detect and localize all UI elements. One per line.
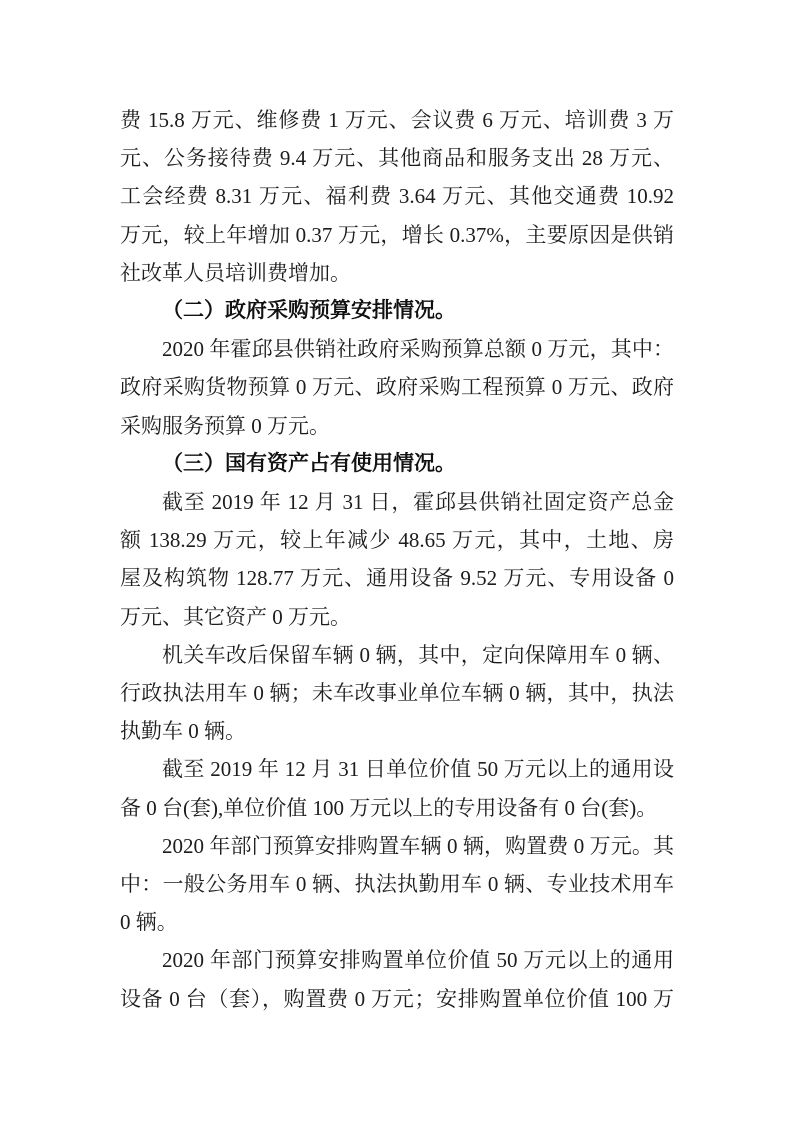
body-line: 行政执法用车 0 辆；未车改事业单位车辆 0 辆，其中，执法: [120, 681, 674, 706]
body-line: 元、公务接待费 9.4 万元、其他商品和服务支出 28 万元、: [120, 146, 674, 171]
section-heading-procurement: （二）政府采购预算安排情况。: [162, 299, 456, 323]
body-line: 屋及构筑物 128.77 万元、通用设备 9.52 万元、专用设备 0: [120, 566, 674, 591]
body-line: 社改革人员培训费增加。: [120, 260, 351, 285]
body-line: 备 0 台(套),单位价值 100 万元以上的专用设备有 0 台(套)。: [120, 795, 658, 820]
body-line: 设备 0 台（套），购置费 0 万元；安排购置单位价值 100 万: [120, 986, 674, 1011]
body-line: 截至 2019 年 12 月 31 日，霍邱县供销社固定资产总金: [162, 490, 674, 515]
body-line: 截至 2019 年 12 月 31 日单位价值 50 万元以上的通用设: [162, 757, 674, 782]
body-line: 机关车改后保留车辆 0 辆，其中，定向保障用车 0 辆、: [162, 642, 674, 667]
body-line: 0 辆。: [120, 910, 178, 935]
section-heading-state-assets: （三）国有资产占有使用情况。: [162, 451, 456, 475]
body-line: 2020 年部门预算安排购置车辆 0 辆，购置费 0 万元。其: [162, 833, 674, 858]
body-line: 工会经费 8.31 万元、福利费 3.64 万元、其他交通费 10.92: [120, 184, 674, 209]
body-line: 执勤车 0 辆。: [120, 719, 246, 744]
body-line: 中：一般公务用车 0 辆、执法执勤用车 0 辆、专业技术用车: [120, 872, 674, 897]
body-line: 政府采购货物预算 0 万元、政府采购工程预算 0 万元、政府: [120, 375, 674, 400]
body-line: 费 15.8 万元、维修费 1 万元、会议费 6 万元、培训费 3 万: [120, 108, 674, 132]
document-body: [120, 101, 674, 1018]
body-line: 采购服务预算 0 万元。: [120, 413, 330, 438]
body-line: 2020 年部门预算安排购置单位价值 50 万元以上的通用: [162, 948, 674, 973]
body-line: 额 138.29 万元，较上年减少 48.65 万元，其中，土地、房: [120, 528, 674, 553]
body-line: 2020 年霍邱县供销社政府采购预算总额 0 万元，其中：: [162, 337, 674, 362]
body-line: 万元，较上年增加 0.37 万元，增长 0.37%，主要原因是供销: [120, 222, 674, 247]
body-line: 万元、其它资产 0 万元。: [120, 604, 351, 629]
